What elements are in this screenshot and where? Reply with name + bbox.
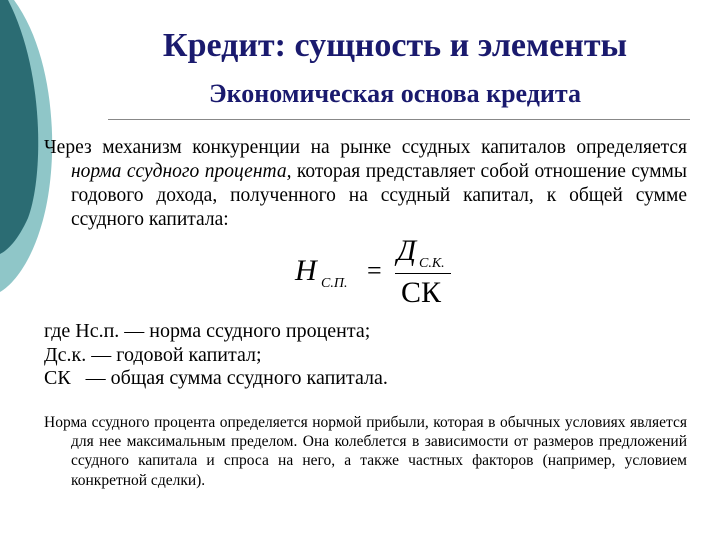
- formula-numerator: Д: [397, 234, 417, 267]
- definition-item: Дс.к. — годовой капитал;: [44, 343, 262, 366]
- definition-item: где Нс.п. — норма ссудного процента;: [44, 320, 371, 342]
- intro-paragraph: [44, 136, 687, 232]
- definition-item: СК — общая сумма ссудного капитала.: [44, 367, 388, 389]
- interest-rate-formula: [295, 234, 465, 314]
- formula-equals: =: [367, 256, 382, 285]
- intro-text-before: Через механизм конкуренции на рынке ссудных капиталов определяется: [44, 137, 687, 158]
- slide-subtitle: Экономическая основа кредита: [209, 79, 581, 108]
- closing-paragraph: Норма ссудного процента определяется нормой прибыли, которая в обычных условиях является для нее максимальным пределом. Она колеблется в зависимости от размеров предложений ссудного капитала и спроса на него, а также частных факторов (например, условием конкретной сделки).: [44, 414, 687, 489]
- formula-lhs-subscript: С.П.: [321, 276, 348, 291]
- divider-line: [108, 119, 690, 120]
- formula-lhs: Н: [295, 254, 317, 287]
- intro-text-after: которая представляет собой отношение суммы годового дохода, полученного на ссудный капитал, к общей сумме ссудного капитала:: [71, 161, 687, 230]
- formula-numerator-subscript: С.К.: [419, 256, 445, 271]
- definitions-list: [44, 320, 684, 391]
- slide-title: Кредит: сущность и элементы: [162, 27, 628, 64]
- formula-denominator: СК: [401, 276, 442, 309]
- formula-fraction-bar: [395, 273, 451, 274]
- intro-emphasis: норма ссудного процента,: [71, 161, 292, 182]
